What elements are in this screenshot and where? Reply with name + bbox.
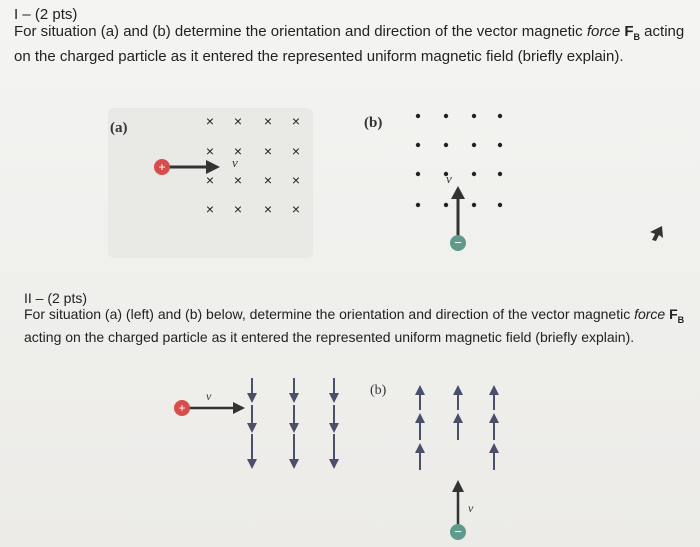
field-into-page-marker: × (233, 172, 243, 188)
field-out-of-page-marker (444, 203, 448, 207)
field-out-of-page-marker (416, 114, 420, 118)
field-into-page-marker: × (291, 143, 301, 159)
question-1-text-pre: For situation (a) and (b) determine the orientation and direction of the vector magnetic (14, 23, 587, 40)
figure-2b-velocity-label: v⃗ (468, 501, 483, 515)
figure-1b-label: (b) (364, 115, 383, 131)
figure-2b-field-upward (420, 390, 494, 470)
field-into-page-marker: × (291, 113, 301, 129)
field-into-page-marker: × (205, 201, 215, 217)
field-out-of-page-marker (444, 143, 448, 147)
field-into-page-marker: × (205, 143, 215, 159)
field-out-of-page-marker (498, 143, 502, 147)
field-out-of-page-marker (472, 172, 476, 176)
field-out-of-page-marker (416, 143, 420, 147)
field-out-of-page-marker (498, 203, 502, 207)
figure-2a-velocity-arrowhead (233, 402, 245, 414)
question-1-text-post: acting on the charged particle as it entered the represented uniform magnetic field (briefly explain). (14, 23, 685, 65)
field-into-page-marker: × (263, 113, 273, 129)
field-out-of-page-marker (472, 203, 476, 207)
figure-1b-charge-sign: − (454, 235, 462, 250)
mouse-cursor-icon (650, 226, 663, 241)
figure-1b-velocity-arrowhead (451, 186, 465, 199)
figure-2b-velocity-arrowhead (452, 480, 464, 492)
field-into-page-marker: × (205, 172, 215, 188)
question-2-text-pre: For situation (a) (left) and (b) below, determine the orientation and direction of the vector magnetic (24, 306, 635, 322)
figure-1a-charge-sign: + (158, 160, 166, 174)
figure-2a-field-downward (252, 378, 334, 464)
field-into-page-marker: × (233, 113, 243, 129)
figure-1b-velocity-label: v⃗ (446, 171, 462, 186)
question-2-text-post: acting on the charged particle as it entered the represented uniform magnetic field (briefly explain). (24, 328, 635, 345)
field-into-page-marker: × (263, 143, 273, 159)
fb-symbol: $F_B$ (624, 23, 641, 42)
question-1-heading: I – (2 pts) (14, 6, 78, 23)
field-out-of-page-marker (498, 172, 502, 176)
question-2-text (24, 306, 694, 346)
field-into-page-marker: × (205, 113, 215, 129)
question-1-force-word: force (586, 23, 621, 40)
field-into-page-marker: × (233, 201, 243, 217)
field-out-of-page-marker (472, 114, 476, 118)
field-into-page-marker: × (291, 201, 301, 217)
field-into-page-marker: × (263, 201, 273, 217)
figure-2 (0, 360, 700, 547)
field-into-page-marker: × (263, 172, 273, 188)
figure-1a-velocity-label: v⃗ (232, 155, 248, 170)
figure-2b-charge-sign: − (454, 524, 462, 539)
figure-2a-charge-sign: + (178, 401, 186, 415)
field-into-page-marker: × (233, 143, 243, 159)
field-out-of-page-marker (444, 114, 448, 118)
field-out-of-page-marker (498, 114, 502, 118)
field-into-page-marker: × (291, 172, 301, 188)
question-2-heading: II – (2 pts) (24, 290, 88, 306)
figure-1a-label: (a) (110, 120, 128, 136)
figure-2a-velocity-label: v⃗ (206, 389, 221, 403)
question-2-force-word: force (634, 306, 666, 322)
figure-2b-label: (b) (370, 383, 387, 398)
field-out-of-page-marker (416, 203, 420, 207)
fb-symbol: $F_B$ (669, 306, 685, 325)
field-out-of-page-marker (416, 172, 420, 176)
field-out-of-page-marker (472, 143, 476, 147)
